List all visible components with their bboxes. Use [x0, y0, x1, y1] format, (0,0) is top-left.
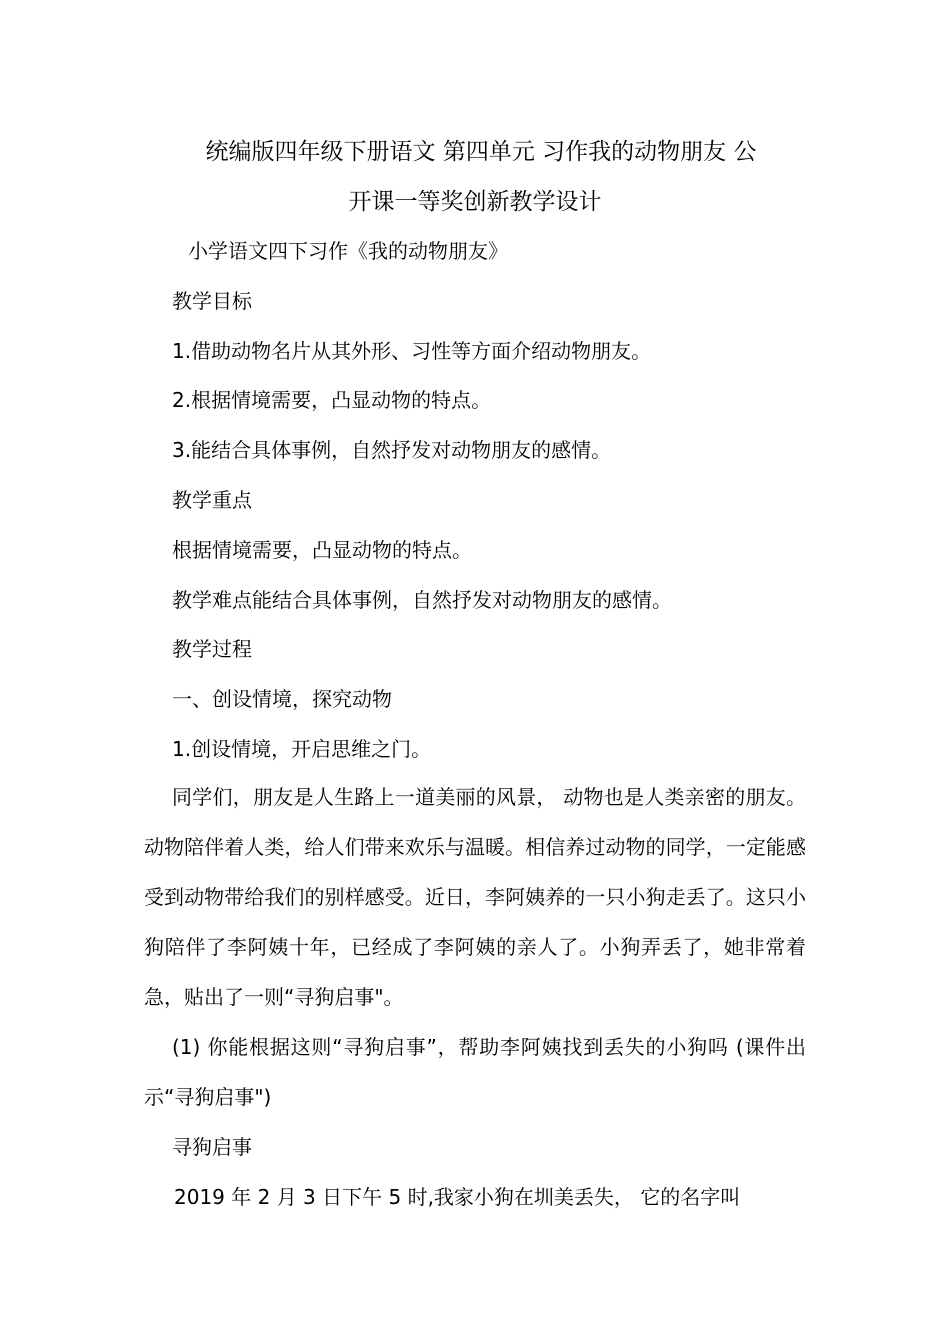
goal-item-2: 2.根据情境需要，凸显动物的特点。: [172, 388, 492, 412]
document-title-line-1: 统编版四年级下册语文 第四单元 习作我的动物朋友 公: [205, 139, 757, 165]
section-heading-1: 一、创设情境，探究动物: [172, 687, 392, 711]
heading-teaching-goals: 教学目标: [172, 289, 252, 313]
heading-teaching-process: 教学过程: [172, 637, 252, 661]
body-paragraph-1: 同学们，朋友是人生路上一道美丽的风景， 动物也是人类亲密的朋友。动物陪伴着人类，给人们带来欢乐与温暖。相信养过动物的同学，一定能感受到动物带给我们的别样感受。近日，李阿姨养的一只小狗走丢了。这只小狗陪伴了李阿姨十年，已经成了李阿姨的亲人了。小狗弄丢了，她非常着急，贴出了一则“寻狗启事"。: [144, 785, 806, 1009]
difficulty-text: 教学难点能结合具体事例，自然抒发对动物朋友的感情。: [172, 588, 672, 612]
notice-first-line: 2019 年 2 月 3 日下午 5 时,我家小狗在圳美丢失， 它的名字叫: [174, 1185, 741, 1209]
goal-item-3: 3.能结合具体事例，自然抒发对动物朋友的感情。: [172, 438, 612, 462]
key-point-text: 根据情境需要，凸显动物的特点。: [172, 538, 472, 562]
step-heading-1: 1.创设情境，开启思维之门。: [172, 737, 432, 761]
notice-title: 寻狗启事: [172, 1135, 252, 1159]
lesson-subtitle: 小学语文四下习作《我的动物朋友》: [188, 239, 508, 263]
heading-key-point: 教学重点: [172, 488, 252, 512]
body-paragraph-2: (1) 你能根据这则“寻狗启事”，帮助李阿姨找到丢失的小狗吗 (课件出示“寻狗启事"): [144, 1035, 806, 1109]
goal-item-1: 1.借助动物名片从其外形、习性等方面介绍动物朋友。: [172, 339, 652, 363]
document-title-line-2: 开课一等奖创新教学设计: [348, 189, 602, 215]
